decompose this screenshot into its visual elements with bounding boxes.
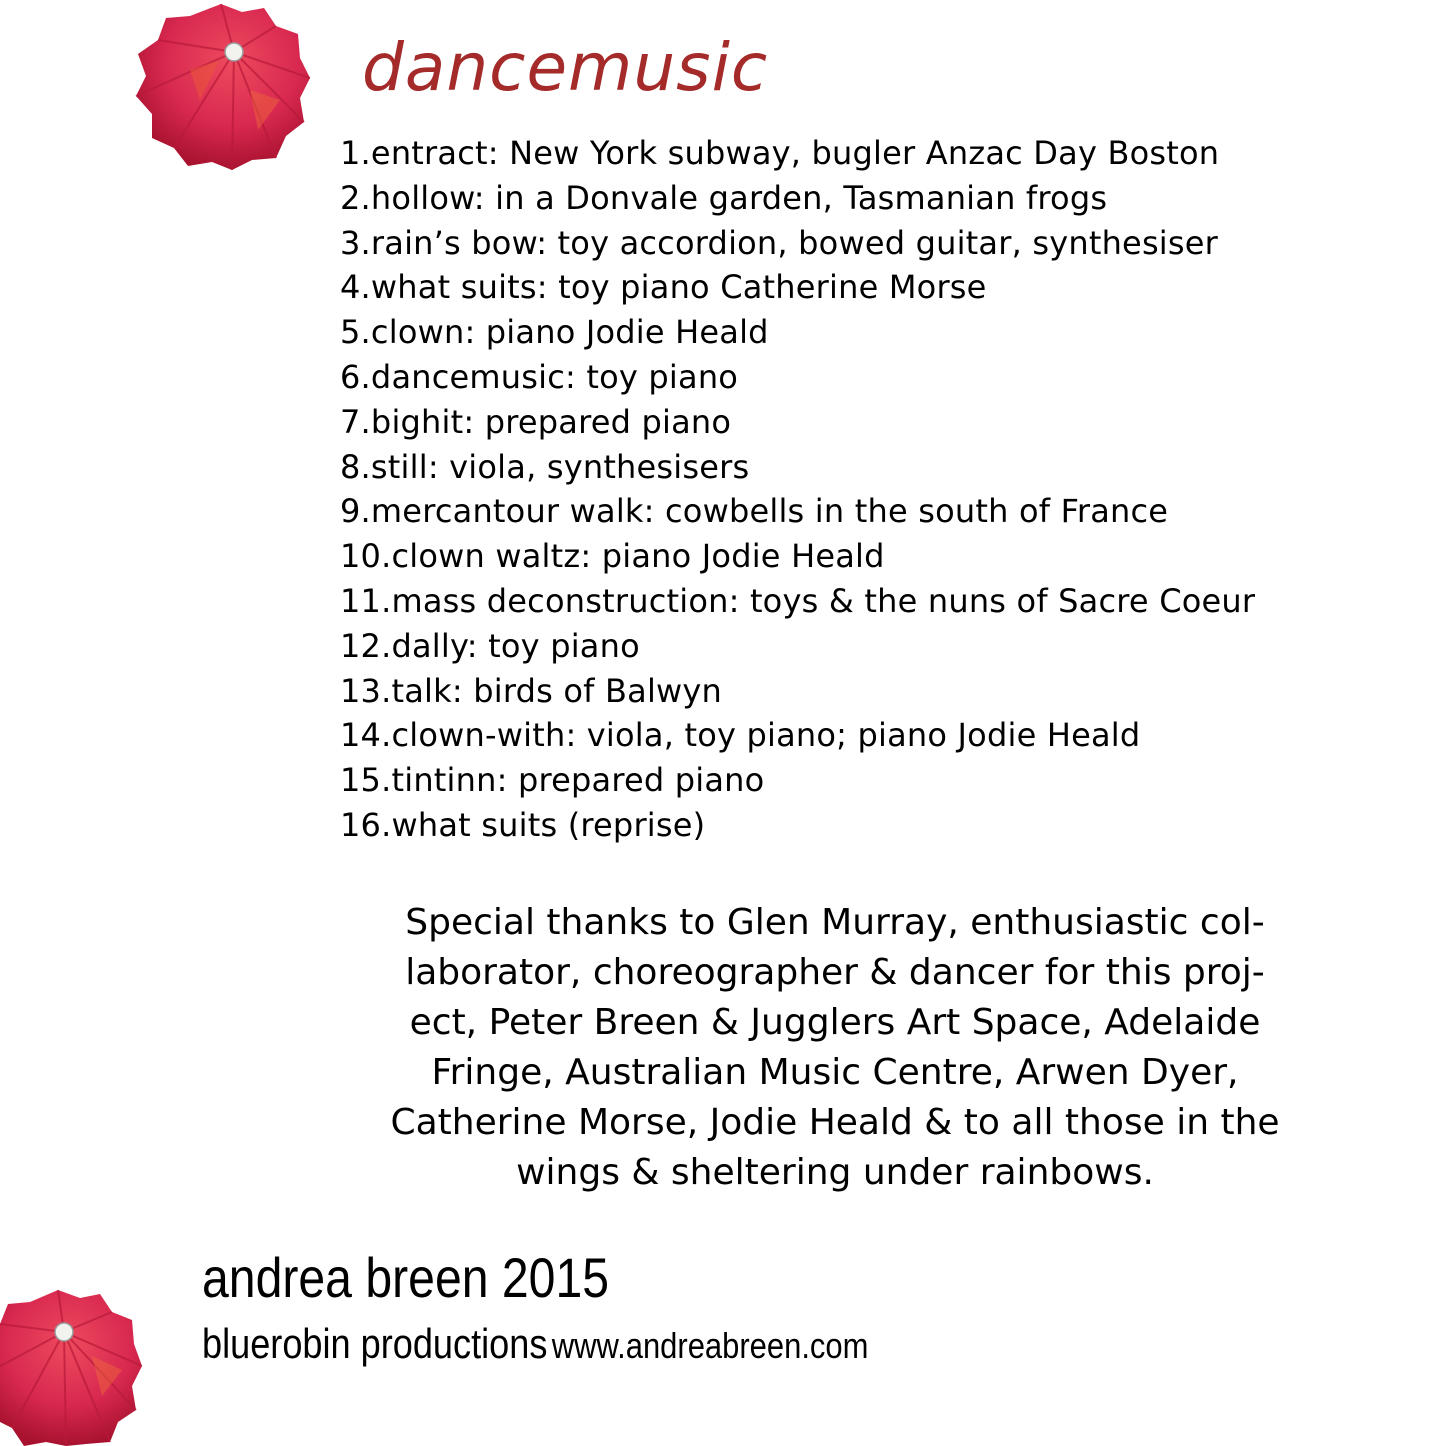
production-credit (202, 1316, 868, 1381)
track-item: 10.clown waltz: piano Jodie Heald (340, 537, 885, 576)
track-item: 7.bighit: prepared piano (340, 402, 732, 441)
track-item: 4.what suits: toy piano Catherine Morse (340, 268, 987, 307)
website-url: www.andreabreen.com (551, 1325, 869, 1366)
track-item: 8.still: viola, synthesisers (340, 447, 750, 486)
special-thanks-paragraph (340, 898, 1330, 1198)
track-item: 6.dancemusic: toy piano (340, 357, 739, 396)
thanks-line: laborator, choreographer & dancer for this proj- (405, 952, 1265, 993)
track-item: 15.tintinn: prepared piano (340, 761, 765, 800)
track-item: 13.talk: birds of Balwyn (340, 671, 723, 710)
track-item: 1.entract: New York subway, bugler Anzac Day Boston (340, 134, 1220, 172)
artist-credit: andrea breen 2015 (202, 1246, 610, 1309)
track-list (340, 131, 1255, 848)
track-item: 2.hollow: in a Donvale garden, Tasmanian frogs (340, 178, 1108, 217)
thanks-line: Special thanks to Glen Murray, enthusiastic col- (405, 902, 1265, 943)
track-item: 14.clown-with: viola, toy piano; piano Jodie Heald (340, 716, 1141, 755)
track-item: 16.what suits (reprise) (340, 805, 706, 844)
thanks-line: Fringe, Australian Music Centre, Arwen Dyer, (431, 1052, 1239, 1093)
track-item: 3.rain’s bow: toy accordion, bowed guitar, synthesiser (340, 223, 1219, 262)
album-title: dancemusic (362, 29, 769, 106)
paper-umbrella-bottom-image (0, 1286, 144, 1446)
thanks-line: Catherine Morse, Jodie Heald & to all those in the (390, 1102, 1280, 1143)
track-item: 12.dally: toy piano (340, 626, 640, 665)
track-item: 5.clown: piano Jodie Heald (340, 313, 769, 352)
label-name: bluerobin productions (202, 1320, 548, 1367)
track-item: 9.mercantour walk: cowbells in the south of France (340, 492, 1169, 531)
paper-umbrella-top-image (130, 0, 312, 172)
thanks-line: wings & sheltering under rainbows. (516, 1152, 1154, 1193)
thanks-line: ect, Peter Breen & Jugglers Art Space, Adelaide (409, 1002, 1261, 1043)
track-item: 11.mass deconstruction: toys & the nuns of Sacre Coeur (340, 581, 1256, 620)
